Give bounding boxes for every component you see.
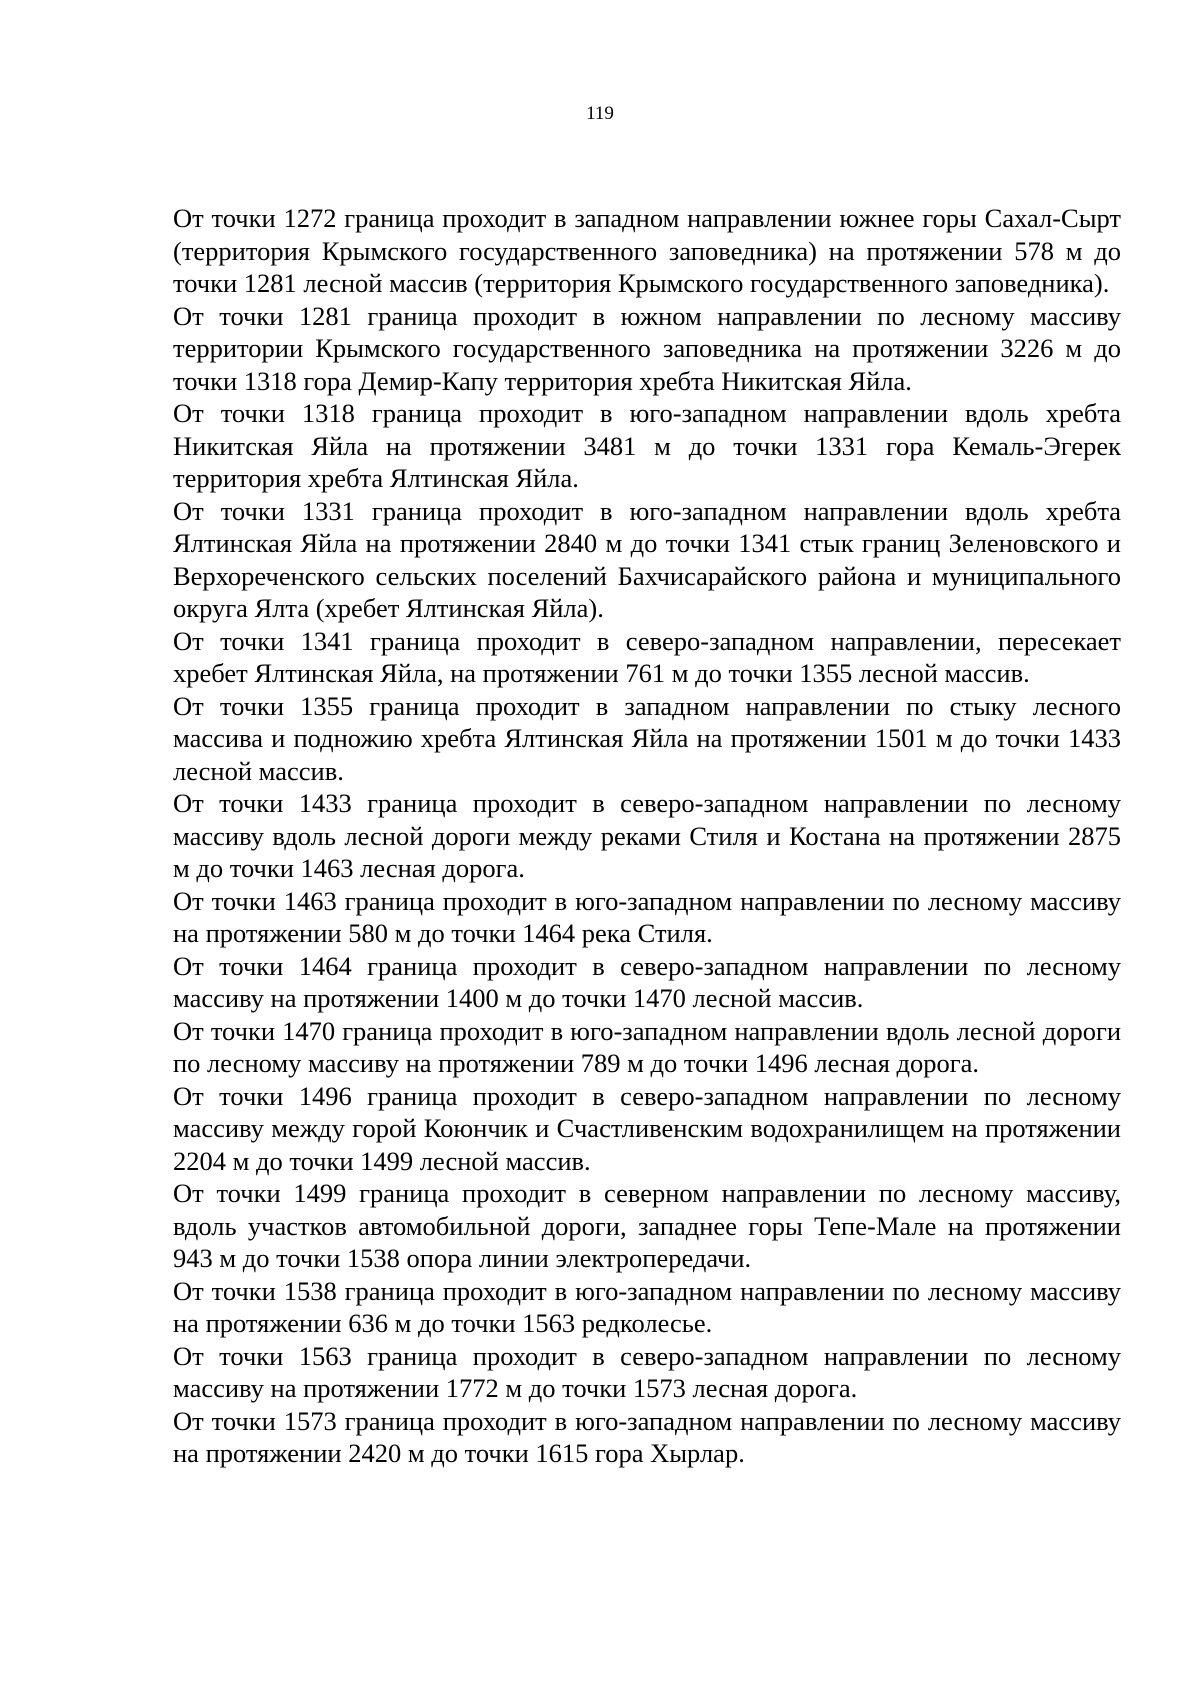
paragraph: От точки 1464 граница проходит в северо-западном направлении по лесному массиву на протяжении 1400 м до точки 1470 лесной массив. <box>173 950 1121 1013</box>
paragraph: От точки 1318 граница проходит в юго-западном направлении вдоль хребта Никитская Яйла на протяжении 3481 м до точки 1331 гора Кемаль-Эгерек территория хребта Ялтинская Яйла. <box>173 398 1121 493</box>
paragraph: От точки 1538 граница проходит в юго-западном направлении по лесному массиву на протяжении 636 м до точки 1563 редколесье. <box>173 1275 1121 1338</box>
paragraph: От точки 1573 граница проходит в юго-западном направлении по лесному массиву на протяжении 2420 м до точки 1615 гора Хырлар. <box>173 1405 1121 1468</box>
paragraph: От точки 1281 граница проходит в южном направлении по лесному массиву территории Крымского государственного заповедника на протяжении 3226 м до точки 1318 гора Демир-Капу территория хребта Никитская Яйла. <box>173 300 1121 396</box>
paragraph: От точки 1355 граница проходит в западном направлении по стыку лесного массива и подножию хребта Ялтинская Яйла на протяжении 1501 м до точки 1433 лесной массив. <box>173 690 1121 786</box>
paragraph: От точки 1272 граница проходит в западном направлении южнее горы Сахал-Сырт (территория Крымского государственного заповедника) на протяжении 578 м до точки 1281 лесной массив (территория Крымского государственного заповедника). <box>173 203 1121 298</box>
paragraph: От точки 1499 граница проходит в северном направлении по лесному массиву, вдоль участков автомобильной дороги, западнее горы Тепе-Мале на протяжении 943 м до точки 1538 опора линии электропередачи. <box>173 1178 1121 1273</box>
paragraph: От точки 1341 граница проходит в северо-западном направлении, пересекает хребет Ялтинская Яйла, на протяжении 761 м до точки 1355 лесной массив. <box>173 625 1121 688</box>
paragraph: От точки 1470 граница проходит в юго-западном направлении вдоль лесной дороги по лесному массиву на протяжении 789 м до точки 1496 лесная дорога. <box>173 1015 1121 1078</box>
paragraph: От точки 1331 граница проходит в юго-западном направлении вдоль хребта Ялтинская Яйла на протяжении 2840 м до точки 1341 стык границ Зеленовского и Верхореченского сельских поселений Бахчисарайского района и муниципального округа Ялта (хребет Ялтинская Яйла). <box>173 495 1121 623</box>
paragraph: От точки 1463 граница проходит в юго-западном направлении по лесному массиву на протяжении 580 м до точки 1464 река Стиля. <box>173 885 1121 948</box>
paragraph: От точки 1433 граница проходит в северо-западном направлении по лесному массиву вдоль лесной дороги между реками Стиля и Костана на протяжении 2875 м до точки 1463 лесная дорога. <box>173 788 1121 883</box>
paragraph: От точки 1496 граница проходит в северо-западном направлении по лесному массиву между горой Коюнчик и Счастливенским водохранилищем на протяжении 2204 м до точки 1499 лесной массив. <box>173 1080 1121 1176</box>
document-body <box>173 202 1121 1470</box>
page-number: 119 <box>586 103 614 124</box>
paragraph: От точки 1563 граница проходит в северо-западном направлении по лесному массиву на протяжении 1772 м до точки 1573 лесная дорога. <box>173 1340 1121 1403</box>
